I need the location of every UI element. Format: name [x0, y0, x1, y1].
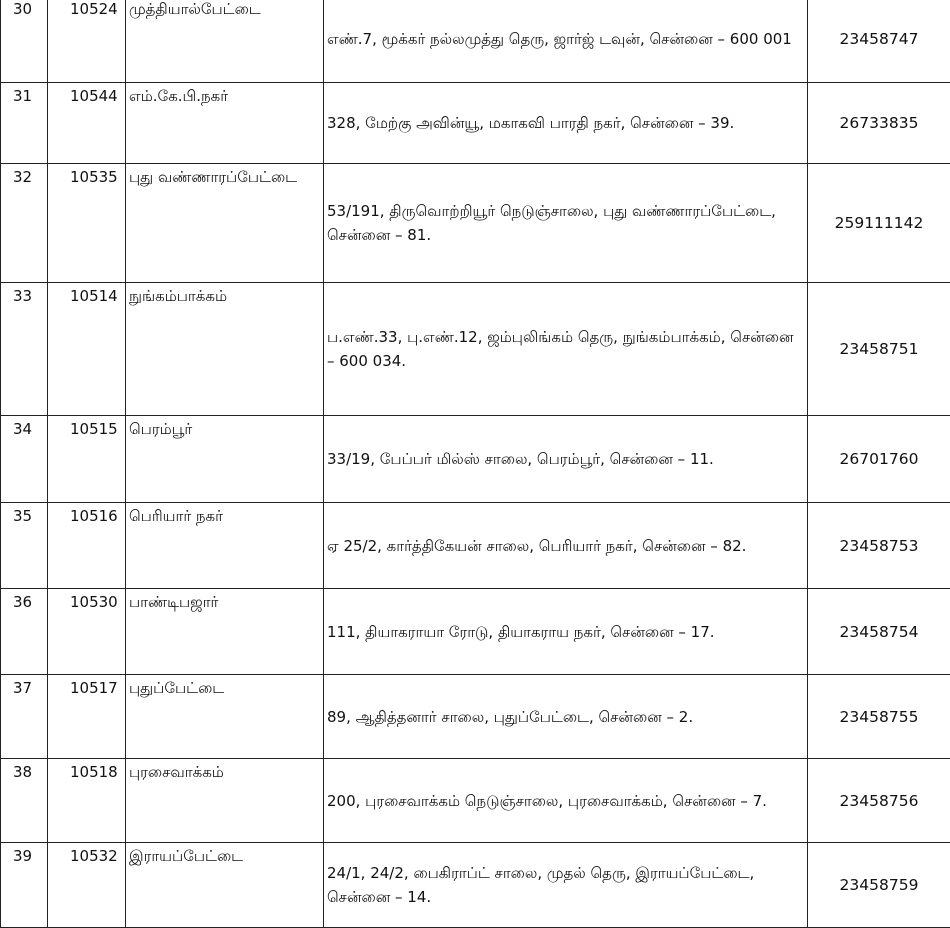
branch-phone: 23458747: [808, 0, 950, 83]
branch-address: 33/19, பேப்பர் மில்ஸ் சாலை, பெரம்பூர், சென்னை – 11.: [324, 416, 808, 503]
branch-phone: 23458759: [808, 843, 950, 928]
row-number: 33: [1, 283, 48, 416]
row-number: 37: [1, 675, 48, 759]
branch-phone: 23458751: [808, 283, 950, 416]
branch-address: 111, தியாகராயா ரோடு, தியாகராய நகர், சென்னை – 17.: [324, 589, 808, 675]
branch-phone: 26701760: [808, 416, 950, 503]
branch-code: 10530: [48, 589, 126, 675]
branch-name: புரசைவாக்கம்: [126, 759, 324, 843]
row-number: 30: [1, 0, 48, 83]
table-row: [1, 675, 950, 759]
row-number: 36: [1, 589, 48, 675]
branch-code: 10532: [48, 843, 126, 928]
branch-code: 10514: [48, 283, 126, 416]
branch-code: 10518: [48, 759, 126, 843]
branch-code: 10535: [48, 164, 126, 283]
branch-phone: 259111142: [808, 164, 950, 283]
branch-code: 10524: [48, 0, 126, 83]
table-row: [1, 843, 950, 928]
branch-name: புதுப்பேட்டை: [126, 675, 324, 759]
branch-name: புது வண்ணாரப்பேட்டை: [126, 164, 324, 283]
row-number: 39: [1, 843, 48, 928]
branch-name: பாண்டிபஜார்: [126, 589, 324, 675]
branch-name: பெரம்பூர்: [126, 416, 324, 503]
branch-address: 89, ஆதித்தனார் சாலை, புதுப்பேட்டை, சென்னை – 2.: [324, 675, 808, 759]
row-number: 32: [1, 164, 48, 283]
table-row: [1, 416, 950, 503]
branch-name: இராயப்பேட்டை: [126, 843, 324, 928]
branch-code: 10544: [48, 83, 126, 164]
row-number: 31: [1, 83, 48, 164]
branch-address: ப.எண்.33, பு.எண்.12, ஜம்புலிங்கம் தெரு, நுங்கம்பாக்கம், சென்னை – 600 034.: [324, 283, 808, 416]
row-number: 34: [1, 416, 48, 503]
branch-address: 53/191, திருவொற்றியூர் நெடுஞ்சாலை, புது வண்ணாரப்பேட்டை, சென்னை – 81.: [324, 164, 808, 283]
branch-address: 24/1, 24/2, பைகிராப்ட் சாலை, முதல் தெரு, இராயப்பேட்டை, சென்னை – 14.: [324, 843, 808, 928]
table-row: [1, 83, 950, 164]
table-row: [1, 0, 950, 83]
branch-address: ஏ 25/2, கார்த்திகேயன் சாலை, பெரியார் நகர், சென்னை – 82.: [324, 503, 808, 589]
branch-phone: 23458753: [808, 503, 950, 589]
branch-code: 10517: [48, 675, 126, 759]
table-row: [1, 283, 950, 416]
branch-name: பெரியார் நகர்: [126, 503, 324, 589]
branch-address: எண்.7, மூக்கர் நல்லமுத்து தெரு, ஜார்ஜ் டவுன், சென்னை – 600 001: [324, 0, 808, 83]
branch-address: 200, புரசைவாக்கம் நெடுஞ்சாலை, புரசைவாக்கம், சென்னை – 7.: [324, 759, 808, 843]
branch-name: நுங்கம்பாக்கம்: [126, 283, 324, 416]
table-row: [1, 164, 950, 283]
row-number: 38: [1, 759, 48, 843]
row-number: 35: [1, 503, 48, 589]
branch-address: 328, மேற்கு அவின்யூ, மகாகவி பாரதி நகர், சென்னை – 39.: [324, 83, 808, 164]
branch-phone: 23458756: [808, 759, 950, 843]
branch-name: எம்.கே.பி.நகர்: [126, 83, 324, 164]
branch-phone: 23458755: [808, 675, 950, 759]
table-row: [1, 589, 950, 675]
branch-code: 10516: [48, 503, 126, 589]
branch-phone: 26733835: [808, 83, 950, 164]
branch-name: முத்தியால்பேட்டை: [126, 0, 324, 83]
table-row: [1, 503, 950, 589]
table-row: [1, 759, 950, 843]
branch-phone: 23458754: [808, 589, 950, 675]
branch-code: 10515: [48, 416, 126, 503]
